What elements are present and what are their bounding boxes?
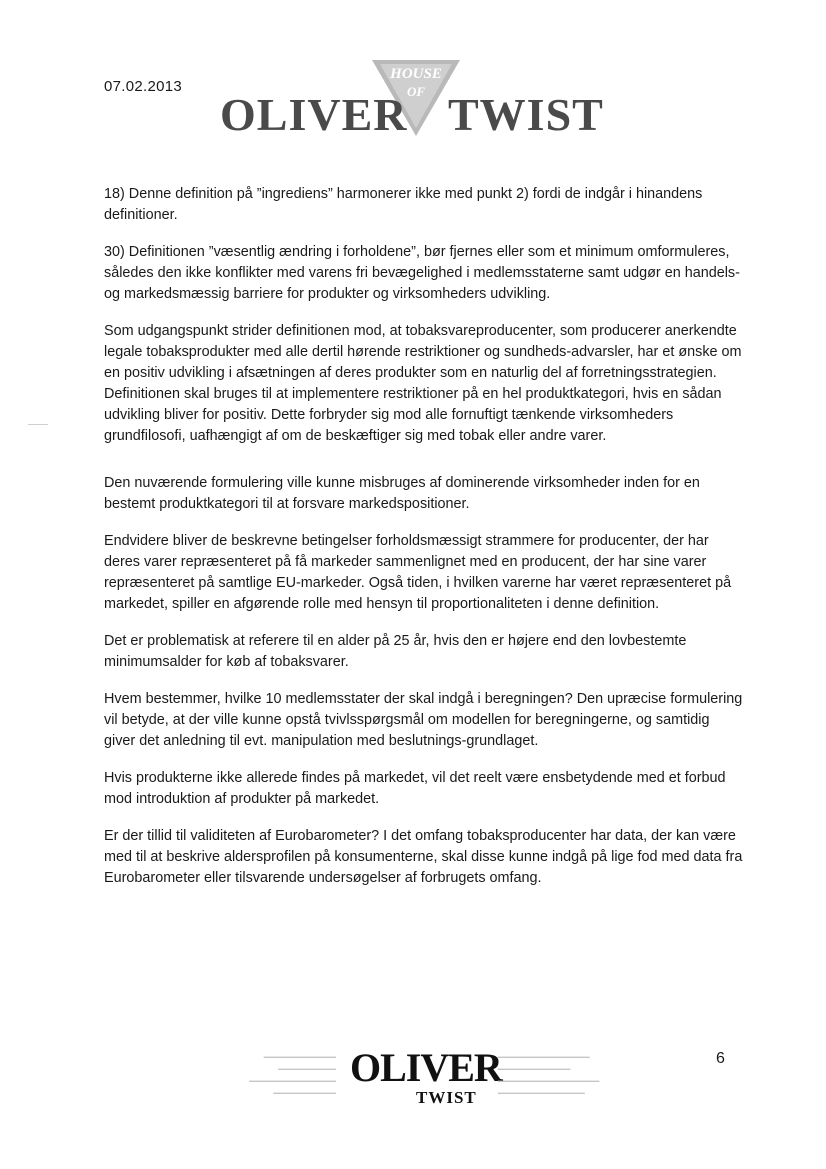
- paragraph: Endvidere bliver de beskrevne betingelser forholdsmæssigt strammere for producenter, der har deres varer repræsenteret på få markeder sammenlignet med en producent, der har sine varer repræsenteret på samtlige EU-markeder. Også tiden, i hvilken varerne har været repræsenteret på markedet, spiller en afgørende rolle med hensyn til proportionaliteten i denne definition.: [104, 533, 732, 612]
- paragraph: Som udgangspunkt strider definitionen mod, at tobaksvareproducenter, som producerer anerkendte legale tobaksprodukter med alle dertil hørende restriktioner og sundheds-advarsler, har et ønske om en positiv udvikling i afsætningen af deres produkter som en naturlig del af forretningsstrategien. Definitionen skal bruges til at implementere restriktioner på en hel produktkategori, hvis en sådan udvikling bliver for positiv. Dette forbryder sig mod alle fornuftigt tænkende virksomheders grundfilosofi, uafhængigt af om de beskæftiger sig med tobak eller andre varer.: [104, 323, 742, 444]
- paragraph: Hvis produkterne ikke allerede findes på markedet, vil det reelt være ensbetydende med et forbud mod introduktion af produkter på markedet.: [104, 770, 726, 807]
- paragraph: Det er problematisk at referere til en alder på 25 år, hvis den er højere end den lovbestemte minimumsalder for køb af tobaksvarer.: [104, 633, 687, 670]
- faint-line: ━━━━━━━━━━━━━━━━━━━: [498, 1053, 590, 1062]
- faint-line: ━━━━━━━━━━━━━━━━━━: [249, 1077, 336, 1086]
- paragraph: 18) Denne definition på ”ingrediens” harmonerer ikke med punkt 2) fordi de indgår i hinandens definitioner.: [104, 186, 703, 223]
- page-footer: [0, 1040, 826, 1120]
- footer-logo-oliver: OLIVER: [350, 1045, 502, 1090]
- page-number: 6: [716, 1050, 725, 1067]
- faint-line: ━━━━━━━━━━━━━━━: [263, 1053, 336, 1062]
- paragraph: Den nuværende formulering ville kunne misbruges af dominerende virksomheder inden for en bestemt produktkategori til at forsvare markedspositioner.: [104, 475, 700, 512]
- footer-logo-twist: TWIST: [416, 1088, 477, 1107]
- paragraph: Er der tillid til validiteten af Eurobarometer? I det omfang tobaksproducenter har data, der kan være med til at beskrive aldersprofilen på konsumenterne, skal disse kunne indgå på lige fod med data fra Eurobarometer eller tilsvarende undersøgelser af forbrugets omfang.: [104, 828, 743, 886]
- footer-contact-info-faint: [498, 1052, 599, 1100]
- document-body: [104, 184, 744, 905]
- logo-shield-text-of: OF: [406, 84, 426, 99]
- logo-word-oliver: OLIVER: [220, 89, 408, 140]
- oliver-twist-logo: [220, 58, 604, 140]
- paragraph: 30) Definitionen ”væsentlig ændring i forholdene”, bør fjernes eller som et minimum omformuleres, således den ikke konflikter med varens fri bevægelighed i medlemsstaterne samt udgør en handels- og markedsmæssig barriere for produkter og virksomheders udvikling.: [104, 244, 740, 302]
- logo-shield-text-house: HOUSE: [390, 66, 442, 82]
- footer-company-info-faint: [249, 1052, 336, 1100]
- faint-line: ━━━━━━━━━━━━: [278, 1065, 336, 1074]
- logo-word-twist: TWIST: [448, 89, 604, 140]
- footer-oliver-twist-logo: [350, 1040, 502, 1110]
- margin-mark: [28, 424, 48, 425]
- faint-line: ━━━━━━━━━━━━━━━━━━: [498, 1089, 585, 1098]
- faint-line: ━━━━━━━━━━━━━━━: [498, 1065, 571, 1074]
- faint-line: ━━━━━━━━━━━━━━━━━━━━━: [498, 1077, 600, 1086]
- faint-line: ━━━━━━━━━━━━━: [273, 1089, 336, 1098]
- paragraph: Hvem bestemmer, hvilke 10 medlemsstater der skal indgå i beregningen? Den upræcise formulering vil betyde, at der ville kunne opstå tvivlsspørgsmål om modellen for beregningerne, og samtidig giver det anledning til evt. manipulation med beslutnings-grundlaget.: [104, 691, 743, 749]
- document-date: 07.02.2013: [104, 78, 183, 95]
